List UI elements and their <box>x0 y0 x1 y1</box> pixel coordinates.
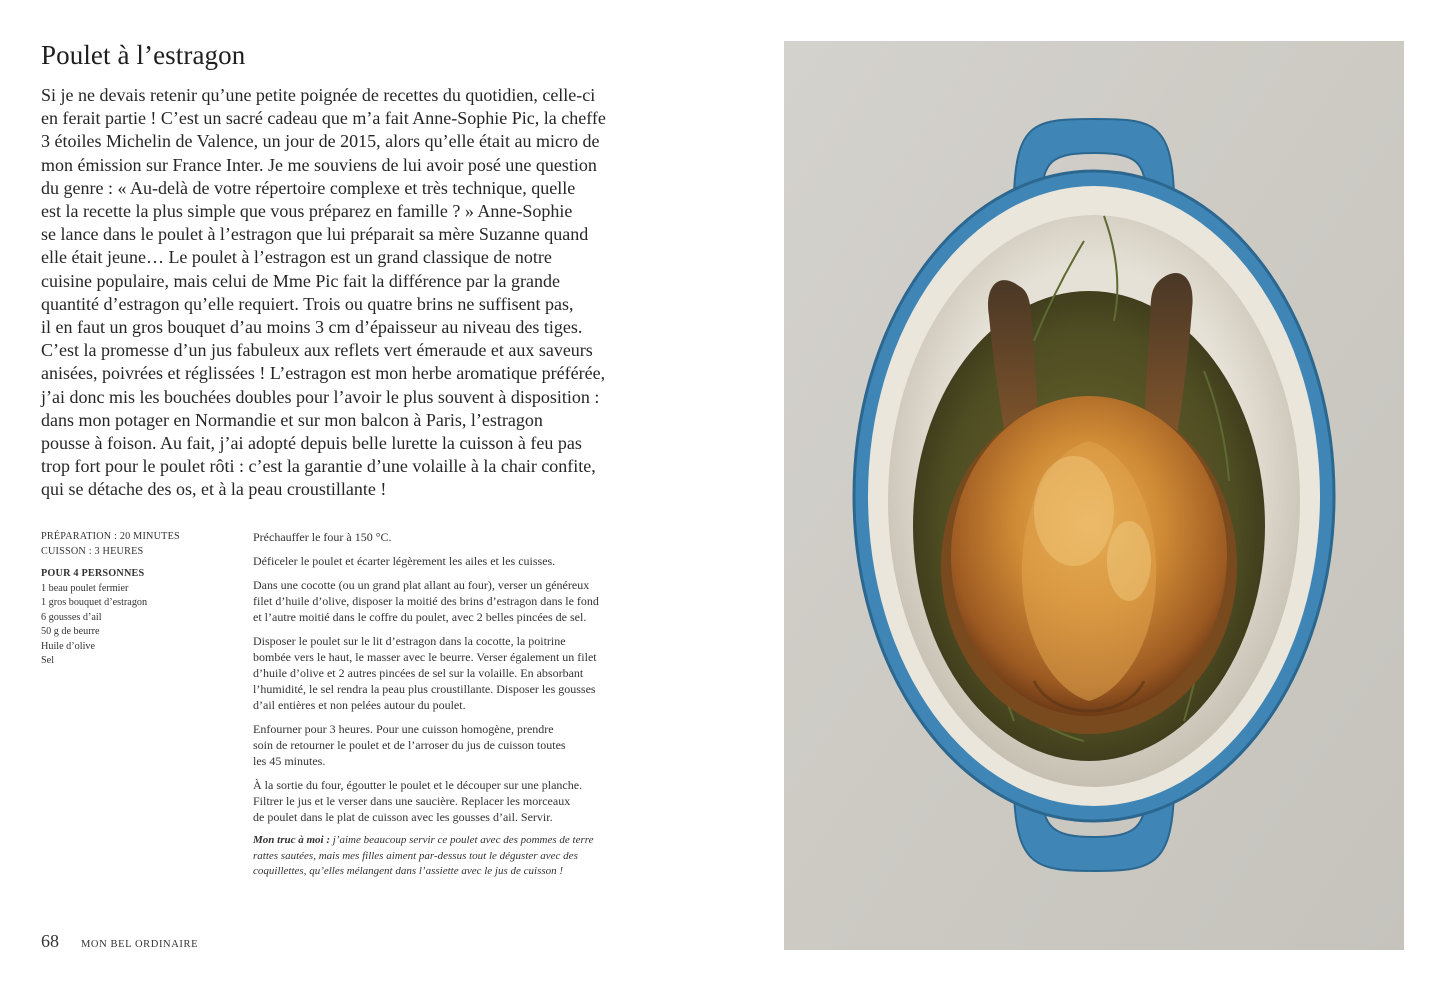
step-6 <box>253 777 653 825</box>
step-line: l’humidité, le sel rendra la peau plus croustillante. Disposer les gousses <box>253 682 596 696</box>
recipe-meta <box>41 530 241 669</box>
cook-time: CUISSON : 3 HEURES <box>41 545 144 557</box>
step-2 <box>253 553 653 569</box>
tip-label: Mon truc à moi : <box>253 834 331 846</box>
recipe-steps <box>253 529 653 888</box>
step-line: Filtrer le jus et le verser dans une saucière. Replacer les morceaux <box>253 794 571 808</box>
prep-time: PRÉPARATION : 20 MINUTES <box>41 531 180 542</box>
intro-line: 3 étoiles Michelin de Valence, un jour de 2015, alors qu’elle était au micro de <box>41 131 600 152</box>
step-1 <box>253 529 653 545</box>
step-line: les 45 minutes. <box>253 754 326 768</box>
step-line: Disposer le poulet sur le lit d’estragon dans la cocotte, la poitrine <box>253 634 566 648</box>
ingredient-item: 1 gros bouquet d’estragon <box>41 597 148 608</box>
ingredient-item: Sel <box>41 655 55 666</box>
step-line: d’huile d’olive et 2 autres pincées de sel sur la volaille. En absorbant <box>253 666 584 680</box>
page-number: 68 <box>41 931 59 951</box>
intro-line: dans mon potager en Normandie et sur mon balcon à Paris, l’estragon <box>41 409 543 430</box>
intro-paragraph <box>41 84 666 502</box>
running-head: MON BEL ORDINAIRE <box>81 939 199 950</box>
step-4 <box>253 633 653 713</box>
intro-line: mon émission sur France Inter. Je me souviens de lui avoir posé une question <box>41 154 597 175</box>
step-line: de poulet dans le plat de cuisson avec les gousses d’ail. Servir. <box>253 810 553 824</box>
step-5 <box>253 721 653 769</box>
recipe-title: Poulet à l’estragon <box>41 40 246 70</box>
step-3 <box>253 577 653 625</box>
chef-tip <box>253 833 653 880</box>
intro-line: Si je ne devais retenir qu’une petite poignée de recettes du quotidien, celle-ci <box>41 85 596 105</box>
intro-line: quantité d’estragon qu’elle requiert. Trois ou quatre brins ne suffisent pas, <box>41 293 574 314</box>
step-line: Préchauffer le four à 150 °C. <box>253 530 392 544</box>
servings: POUR 4 PERSONNES <box>41 568 145 579</box>
ingredient-item: 6 gousses d’ail <box>41 611 102 623</box>
step-line: Enfourner pour 3 heures. Pour une cuisson homogène, prendre <box>253 722 554 736</box>
intro-line: il en faut un gros bouquet d’au moins 3 cm d’épaisseur au niveau des tiges. <box>41 317 583 338</box>
intro-line: anisées, poivrées et réglissées ! L’estragon est mon herbe aromatique préférée, <box>41 363 606 384</box>
intro-line: trop fort pour le poulet rôti : c’est la garantie d’une volaille à la chair confite, <box>41 456 596 477</box>
step-line: soin de retourner le poulet et de l’arroser du jus de cuisson toutes <box>253 738 566 752</box>
intro-line: en ferait partie ! C’est un sacré cadeau que m’a fait Anne-Sophie Pic, la cheffe <box>41 108 606 129</box>
step-line: Dans une cocotte (ou un grand plat allant au four), verser un généreux <box>253 578 590 592</box>
step-line: bombée vers le haut, le masser avec le beurre. Verser également un filet <box>253 650 597 664</box>
tip-line <box>253 833 653 849</box>
tip-text: j’aime beaucoup servir ce poulet avec des pommes de terre <box>330 834 594 846</box>
intro-line: pousse à foison. Au fait, j’ai adopté depuis belle lurette la cuisson à feu pas <box>41 433 582 454</box>
intro-line: qui se détache des os, et à la peau croustillante ! <box>41 479 387 500</box>
ingredient-item: Huile d’olive <box>41 640 96 652</box>
intro-line: se lance dans le poulet à l’estragon que lui préparait sa mère Suzanne quand <box>41 224 589 245</box>
step-line: Déficeler le poulet et écarter légèrement les ailes et les cuisses. <box>253 554 556 568</box>
intro-line: du genre : « Au-delà de votre répertoire complexe et très technique, quelle <box>41 177 576 198</box>
intro-line: C’est la promesse d’un jus fabuleux aux reflets vert émeraude et aux saveurs <box>41 340 593 361</box>
step-line: filet d’huile d’olive, disposer la moitié des brins d’estragon dans le fond <box>253 594 599 608</box>
step-line: À la sortie du four, égoutter le poulet et le découper sur une planche. <box>253 778 583 792</box>
tip-line: rattes sautées, mais mes filles aiment par-dessus tout le déguster avec des <box>253 849 578 862</box>
ingredient-item: 1 beau poulet fermier <box>41 582 129 594</box>
intro-line: elle était jeune… Le poulet à l’estragon est un grand classique de notre <box>41 247 552 268</box>
tip-line: coquillettes, qu’elles mélangent dans l’assiette avec le jus de cuisson ! <box>253 865 564 877</box>
ingredient-list <box>41 582 241 669</box>
step-line: et l’autre moitié dans le coffre du poulet, avec 2 belles pincées de sel. <box>253 610 587 624</box>
intro-line: est la recette la plus simple que vous préparez en famille ? » Anne-Sophie <box>41 201 573 222</box>
page-footer <box>41 931 198 952</box>
ingredient-item: 50 g de beurre <box>41 626 100 637</box>
intro-line: cuisine populaire, mais celui de Mme Pic fait la différence par la grande <box>41 270 560 291</box>
step-line: d’ail entières et non pelées autour du poulet. <box>253 698 466 712</box>
roast-chicken-photo <box>784 41 1404 950</box>
intro-line: j’ai donc mis les bouchées doubles pour l’avoir le plus souvent à disposition : <box>41 386 600 407</box>
